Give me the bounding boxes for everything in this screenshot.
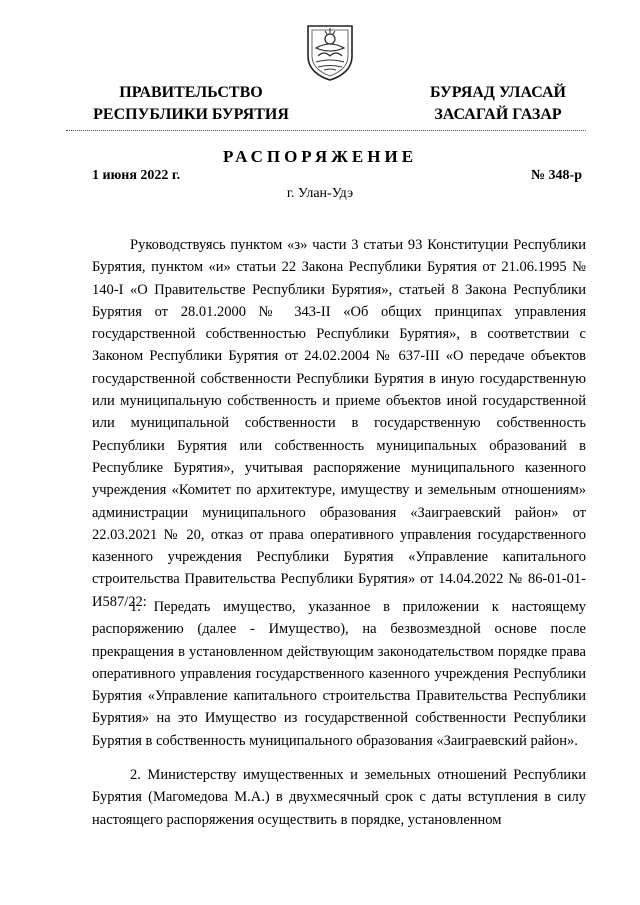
government-name-buryat [408,82,588,126]
header-left-line1: ПРАВИТЕЛЬСТВО [119,84,263,101]
header-separator [66,130,586,131]
document-number: № 348-р [530,168,582,183]
body-paragraph-preamble: Руководствуясь пунктом «з» части 3 статьи 93 Конституции Республики Бурятия, пунктом «и» статьи 22 Закона Республики Бурятия от 21.06.1995 № 140-I «О Правительстве Республики Бурятия», статьей 8 Закона Республики Бурятия от 28.01.2000 № 343-II «Об общих принципах управления государственной собственностью Республики Бурятия», в соответствии с Законом Республики Бурятия от 24.02.2004 № 637-III «О передаче объектов государственной собственности Республики Бурятия в иную государственную или муниципальную собственность и приеме объектов иной государственной или муниципальной собственности в государственную собственность Республики Бурятия или собственность муниципальных образований в Республике Бурятия», учитывая распоряжение муниципального казенного учреждения «Комитет по архитектуре, имуществу и земельным отношениям» администрации муниципального образования «Заиграевский район» от 22.03.2021 № 20, отказ от права оперативного управления государственного казенного учреждения Республики Бурятия «Управление капитального строительства Правительства Республики Бурятия» от 14.04.2022 № 86-01-01-И587/22: [92,237,586,610]
header-right-line2: ЗАСАГАЙ ГАЗАР [434,106,562,123]
header-left-line2: РЕСПУБЛИКИ БУРЯТИЯ [93,106,289,123]
government-name-russian [76,82,306,126]
body-paragraph-item-1: 1. Передать имущество, указанное в приложении к настоящему распоряжению (далее - Имущество), на безвозмездной основе после прекращения в установленном действующим законодательством порядке права оперативного управления государственного казенного учреждения Республики Бурятия «Управление капитального строительства Правительства Республики Бурятия» на это Имущество из государственной собственности Республики Бурятия в собственность муниципального образования «Заиграевский район». [92,599,586,749]
document-title: РАСПОРЯЖЕНИЕ [222,147,418,166]
header-right-line1: БУРЯАД УЛАСАЙ [430,84,566,101]
document-city: г. Улан-Удэ [286,186,354,201]
body-paragraph-item-2: 2. Министерству имущественных и земельных отношений Республики Бурятия (Магомедова М.А.) в двухмесячный срок с даты вступления в силу настоящего распоряжения осуществить в порядке, установленном [92,767,586,828]
document-date: 1 июня 2022 г. [92,168,181,183]
coat-of-arms-icon [304,22,356,82]
